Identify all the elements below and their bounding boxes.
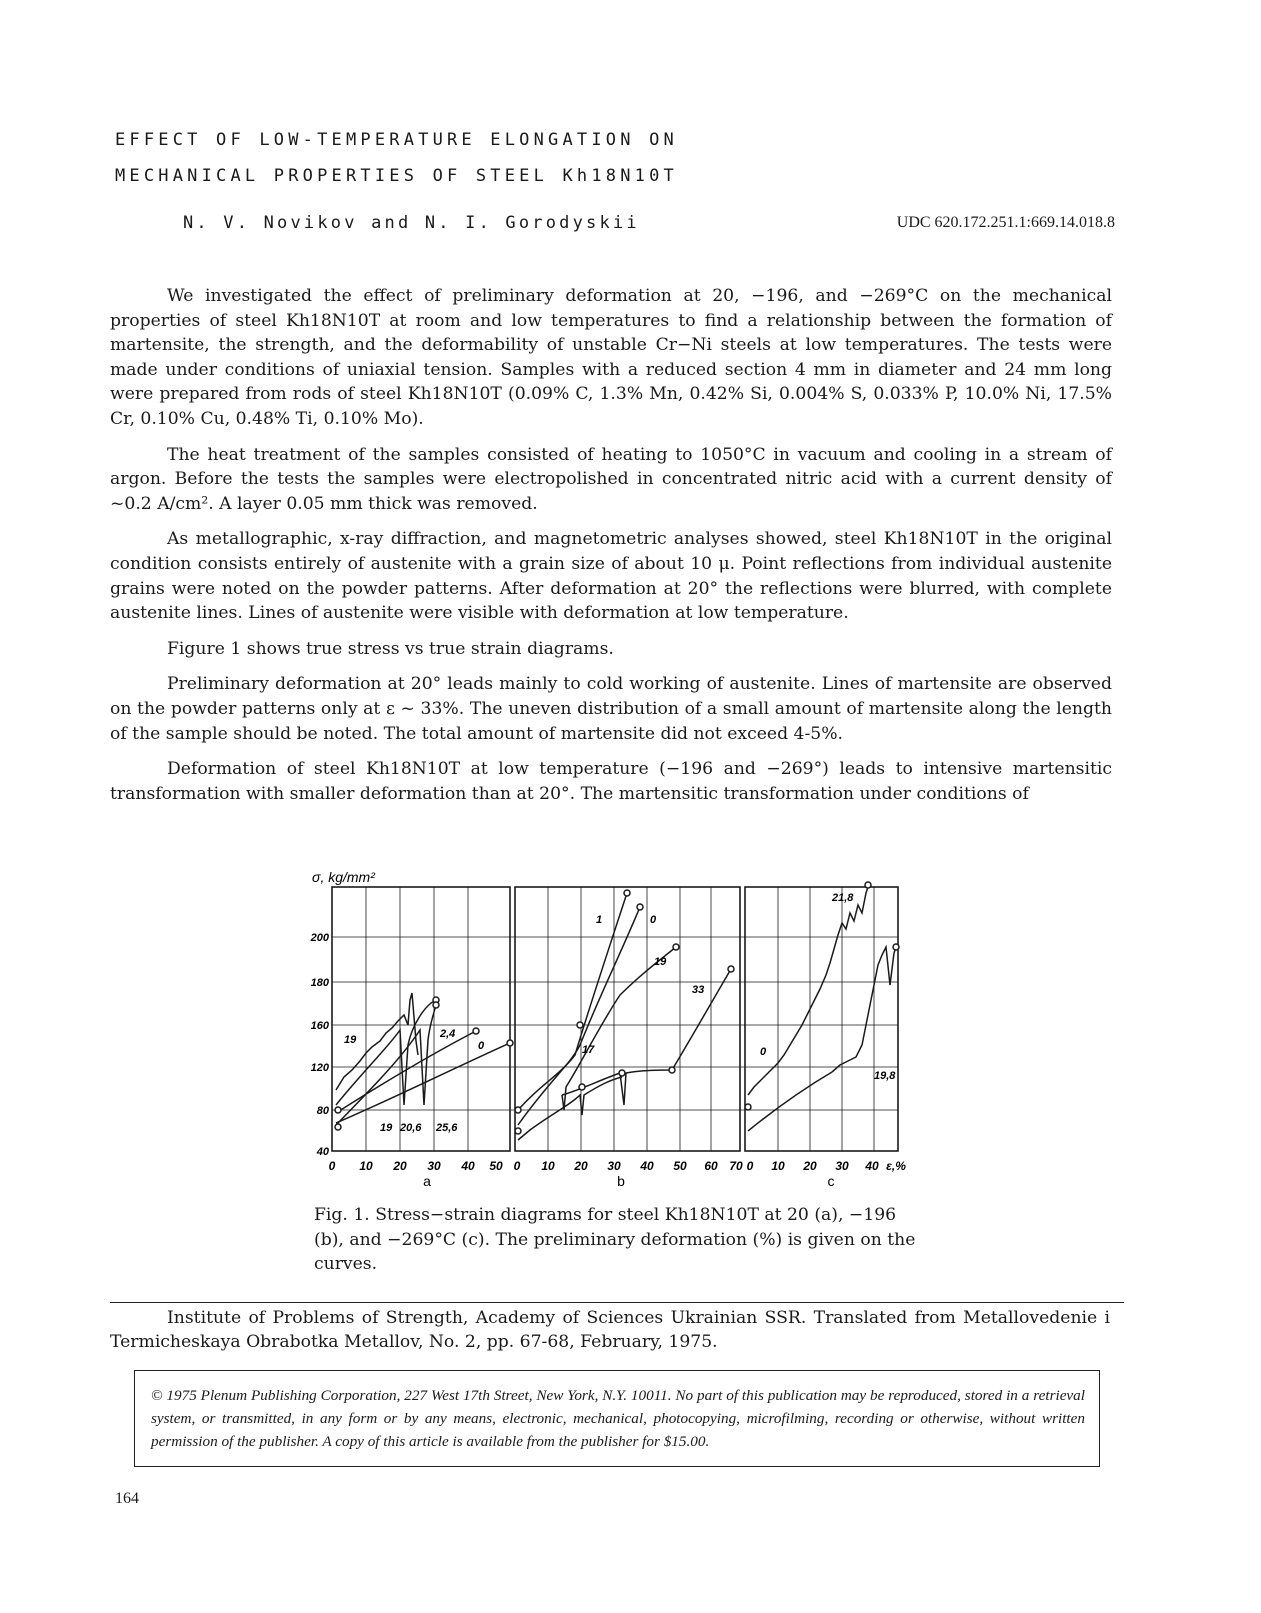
paragraph-5: Preliminary deformation at 20° leads mainly to cold working of austenite. Lines of martensite are observed on the powder patterns only at ε ~ 33%. The uneven distribution of a small amount of martensite along the length of the sample should be noted. The total amount of martensite did not exceed 4-5%. — [110, 674, 1112, 744]
y-tick: 80 — [316, 1105, 329, 1117]
title-line-2: MECHANICAL PROPERTIES OF STEEL Kh18N10T — [115, 166, 678, 186]
curve-b-17 — [518, 1077, 622, 1140]
footnote-rule — [110, 1302, 1124, 1303]
curve-a-25-6 — [336, 1005, 436, 1125]
curve-label: 2,4 — [440, 1028, 456, 1040]
x-tick: 30 — [607, 1159, 621, 1173]
x-tick: 20 — [574, 1159, 588, 1173]
x-tick: 50 — [489, 1159, 503, 1173]
x-tick: 20 — [393, 1159, 407, 1173]
article-body — [110, 284, 1112, 817]
endpoint-b-0 — [637, 904, 643, 910]
x-tick: 10 — [359, 1159, 373, 1173]
paragraph-3: As metallographic, x-ray diffraction, and magnetometric analyses showed, steel Kh18N10T in the original condition consists entirely of austenite with a grain size of about 10 μ. Point reflections from individual austenite grains were noted on the powder patterns. After deformation at 20° the reflections were blurred, with complete austenite lines. Lines of austenite were visible with deformation at low temperature. — [110, 529, 1112, 624]
panel-b-frame — [515, 887, 740, 1151]
curve-b-33 — [562, 969, 731, 1105]
x-tick: 50 — [673, 1159, 687, 1173]
copyright-box: © 1975 Plenum Publishing Corporation, 227 West 17th Street, New York, N.Y. 10011. No part of this publication may be reproduced, stored in a retrieval system, or transmitted, in any form or by any means, electronic, mechanical, photocopying, microfilming, recording or otherwise, without written permission of the publisher. A copy of this article is available from the publisher for $15.00. — [134, 1370, 1100, 1467]
paragraph-6: Deformation of steel Kh18N10T at low temperature (−196 and −269°) leads to intensive martensitic transformation with smaller deformation than at 20°. The martensitic transformation under conditions of — [110, 759, 1112, 804]
vertical-gridlines — [366, 887, 874, 1151]
x-tick: 10 — [771, 1159, 785, 1173]
start-c-1 — [745, 1104, 751, 1110]
curve-a-0 — [336, 1043, 510, 1123]
endpoint-a-0 — [507, 1040, 513, 1046]
x-tick: 30 — [835, 1159, 849, 1173]
curve-label: 1 — [596, 914, 603, 926]
x-tick: 40 — [640, 1159, 654, 1173]
x-tick: 40 — [865, 1159, 879, 1173]
endpoint-b-19 — [673, 944, 679, 950]
x-tick-labels-b — [514, 1159, 743, 1173]
page-number: 164 — [115, 1490, 139, 1507]
endpoint-a-2-4 — [473, 1028, 479, 1034]
curve-label: 21,8 — [832, 892, 854, 904]
x-tick: 0 — [328, 1159, 336, 1173]
curve-labels — [344, 892, 896, 1134]
panel-letters — [423, 1173, 834, 1189]
x-tick: 0 — [746, 1159, 754, 1173]
figure-1 — [300, 865, 920, 1199]
y-tick: 120 — [310, 1062, 329, 1074]
start-a-1 — [335, 1107, 341, 1113]
curve-label: 19 — [654, 956, 667, 968]
curve-label: 0 — [650, 914, 657, 926]
start-a-2 — [335, 1124, 341, 1130]
x-tick-labels-c — [747, 1159, 907, 1173]
panel-letter-a: a — [423, 1173, 431, 1189]
point-b-17 — [579, 1084, 585, 1090]
y-tick: 180 — [310, 977, 329, 989]
curve-label: 19,8 — [874, 1070, 896, 1082]
x-tick-labels-a — [329, 1159, 503, 1173]
figure-caption: Fig. 1. Stress−strain diagrams for steel Kh18N10T at 20 (a), −196 (b), and −269°C (c). The preliminary deformation (%) is given on the curves. — [314, 1205, 916, 1274]
panel-a-frame — [332, 887, 510, 1151]
panel-letter-b: b — [617, 1173, 625, 1189]
endpoint-b-33 — [728, 966, 734, 972]
curve-label: 17 — [582, 1044, 595, 1056]
stress-strain-diagram — [300, 865, 920, 1195]
start-b-1 — [515, 1107, 521, 1113]
panel-a-curves — [335, 993, 513, 1130]
panel-c-frame — [745, 887, 898, 1151]
endpoint-b-17 — [619, 1070, 625, 1076]
endpoint-c-21-8 — [865, 882, 871, 888]
endpoint-a-25-6 — [433, 1002, 439, 1008]
curve-label: 20,6 — [400, 1122, 422, 1134]
authors: N. V. Novikov and N. I. Gorodyskii — [183, 213, 640, 233]
affiliation-footnote: Institute of Problems of Strength, Academy of Sciences Ukrainian SSR. Translated from Metallovedenie i Termicheskaya Obrabotka Metallov, No. 2, pp. 67-68, February, 1975. — [110, 1308, 1110, 1352]
curve-label: 33 — [692, 984, 705, 996]
curve-label: 19 — [380, 1122, 393, 1134]
y-tick: 200 — [310, 932, 329, 944]
panel-c-curves — [745, 882, 899, 1131]
x-axis-label: ε,% — [886, 1159, 906, 1173]
y-tick-labels — [310, 932, 330, 1158]
x-tick: 70 — [729, 1159, 743, 1173]
paragraph-4: Figure 1 shows true stress vs true strain diagrams. — [167, 638, 614, 659]
paragraph-2: The heat treatment of the samples consisted of heating to 1050°C in vacuum and cooling in a stream of argon. Before the tests the samples were electropolished in concentrated nitric acid with a current density of ~0.2 A/cm². A layer 0.05 mm thick was removed. — [110, 444, 1112, 514]
curve-label: 0 — [478, 1040, 485, 1052]
endpoint-b-1 — [624, 890, 630, 896]
x-tick: 60 — [704, 1159, 718, 1173]
curve-label: 0 — [760, 1046, 767, 1058]
curve-c-0 — [748, 887, 868, 1095]
start-b-2 — [515, 1128, 521, 1134]
panel-letter-c: c — [827, 1173, 835, 1189]
x-tick: 30 — [427, 1159, 441, 1173]
point-b-33 — [669, 1067, 675, 1073]
point-b-mid — [577, 1022, 583, 1028]
x-tick: 20 — [803, 1159, 817, 1173]
curve-label: 25,6 — [436, 1122, 458, 1134]
x-tick: 0 — [513, 1159, 521, 1173]
y-tick: 40 — [316, 1146, 329, 1158]
x-tick: 40 — [461, 1159, 475, 1173]
y-axis-label: σ, kg/mm² — [312, 869, 375, 885]
x-tick: 10 — [541, 1159, 555, 1173]
curve-label: 19 — [344, 1034, 357, 1046]
title-line-1: EFFECT OF LOW-TEMPERATURE ELONGATION ON — [115, 130, 678, 150]
endpoint-c-19-8 — [893, 944, 899, 950]
udc-code: UDC 620.172.251.1:669.14.018.8 — [896, 214, 1115, 231]
y-tick: 160 — [310, 1020, 329, 1032]
paragraph-1: We investigated the effect of preliminary deformation at 20, −196, and −269°C on the mechanical properties of steel Kh18N10T at room and low temperatures to find a relationship between the formation of martensite, the strength, and the deformability of unstable Cr−Ni steels at low temperatures. The tests were made under conditions of uniaxial tension. Samples with a reduced section 4 mm in diameter and 24 mm long were prepared from rods of steel Kh18N10T (0.09% C, 1.3% Mn, 0.42% Si, 0.004% S, 0.033% P, 10.0% Ni, 17.5% Cr, 0.10% Cu, 0.48% Ti, 0.10% Mo). — [110, 286, 1112, 429]
